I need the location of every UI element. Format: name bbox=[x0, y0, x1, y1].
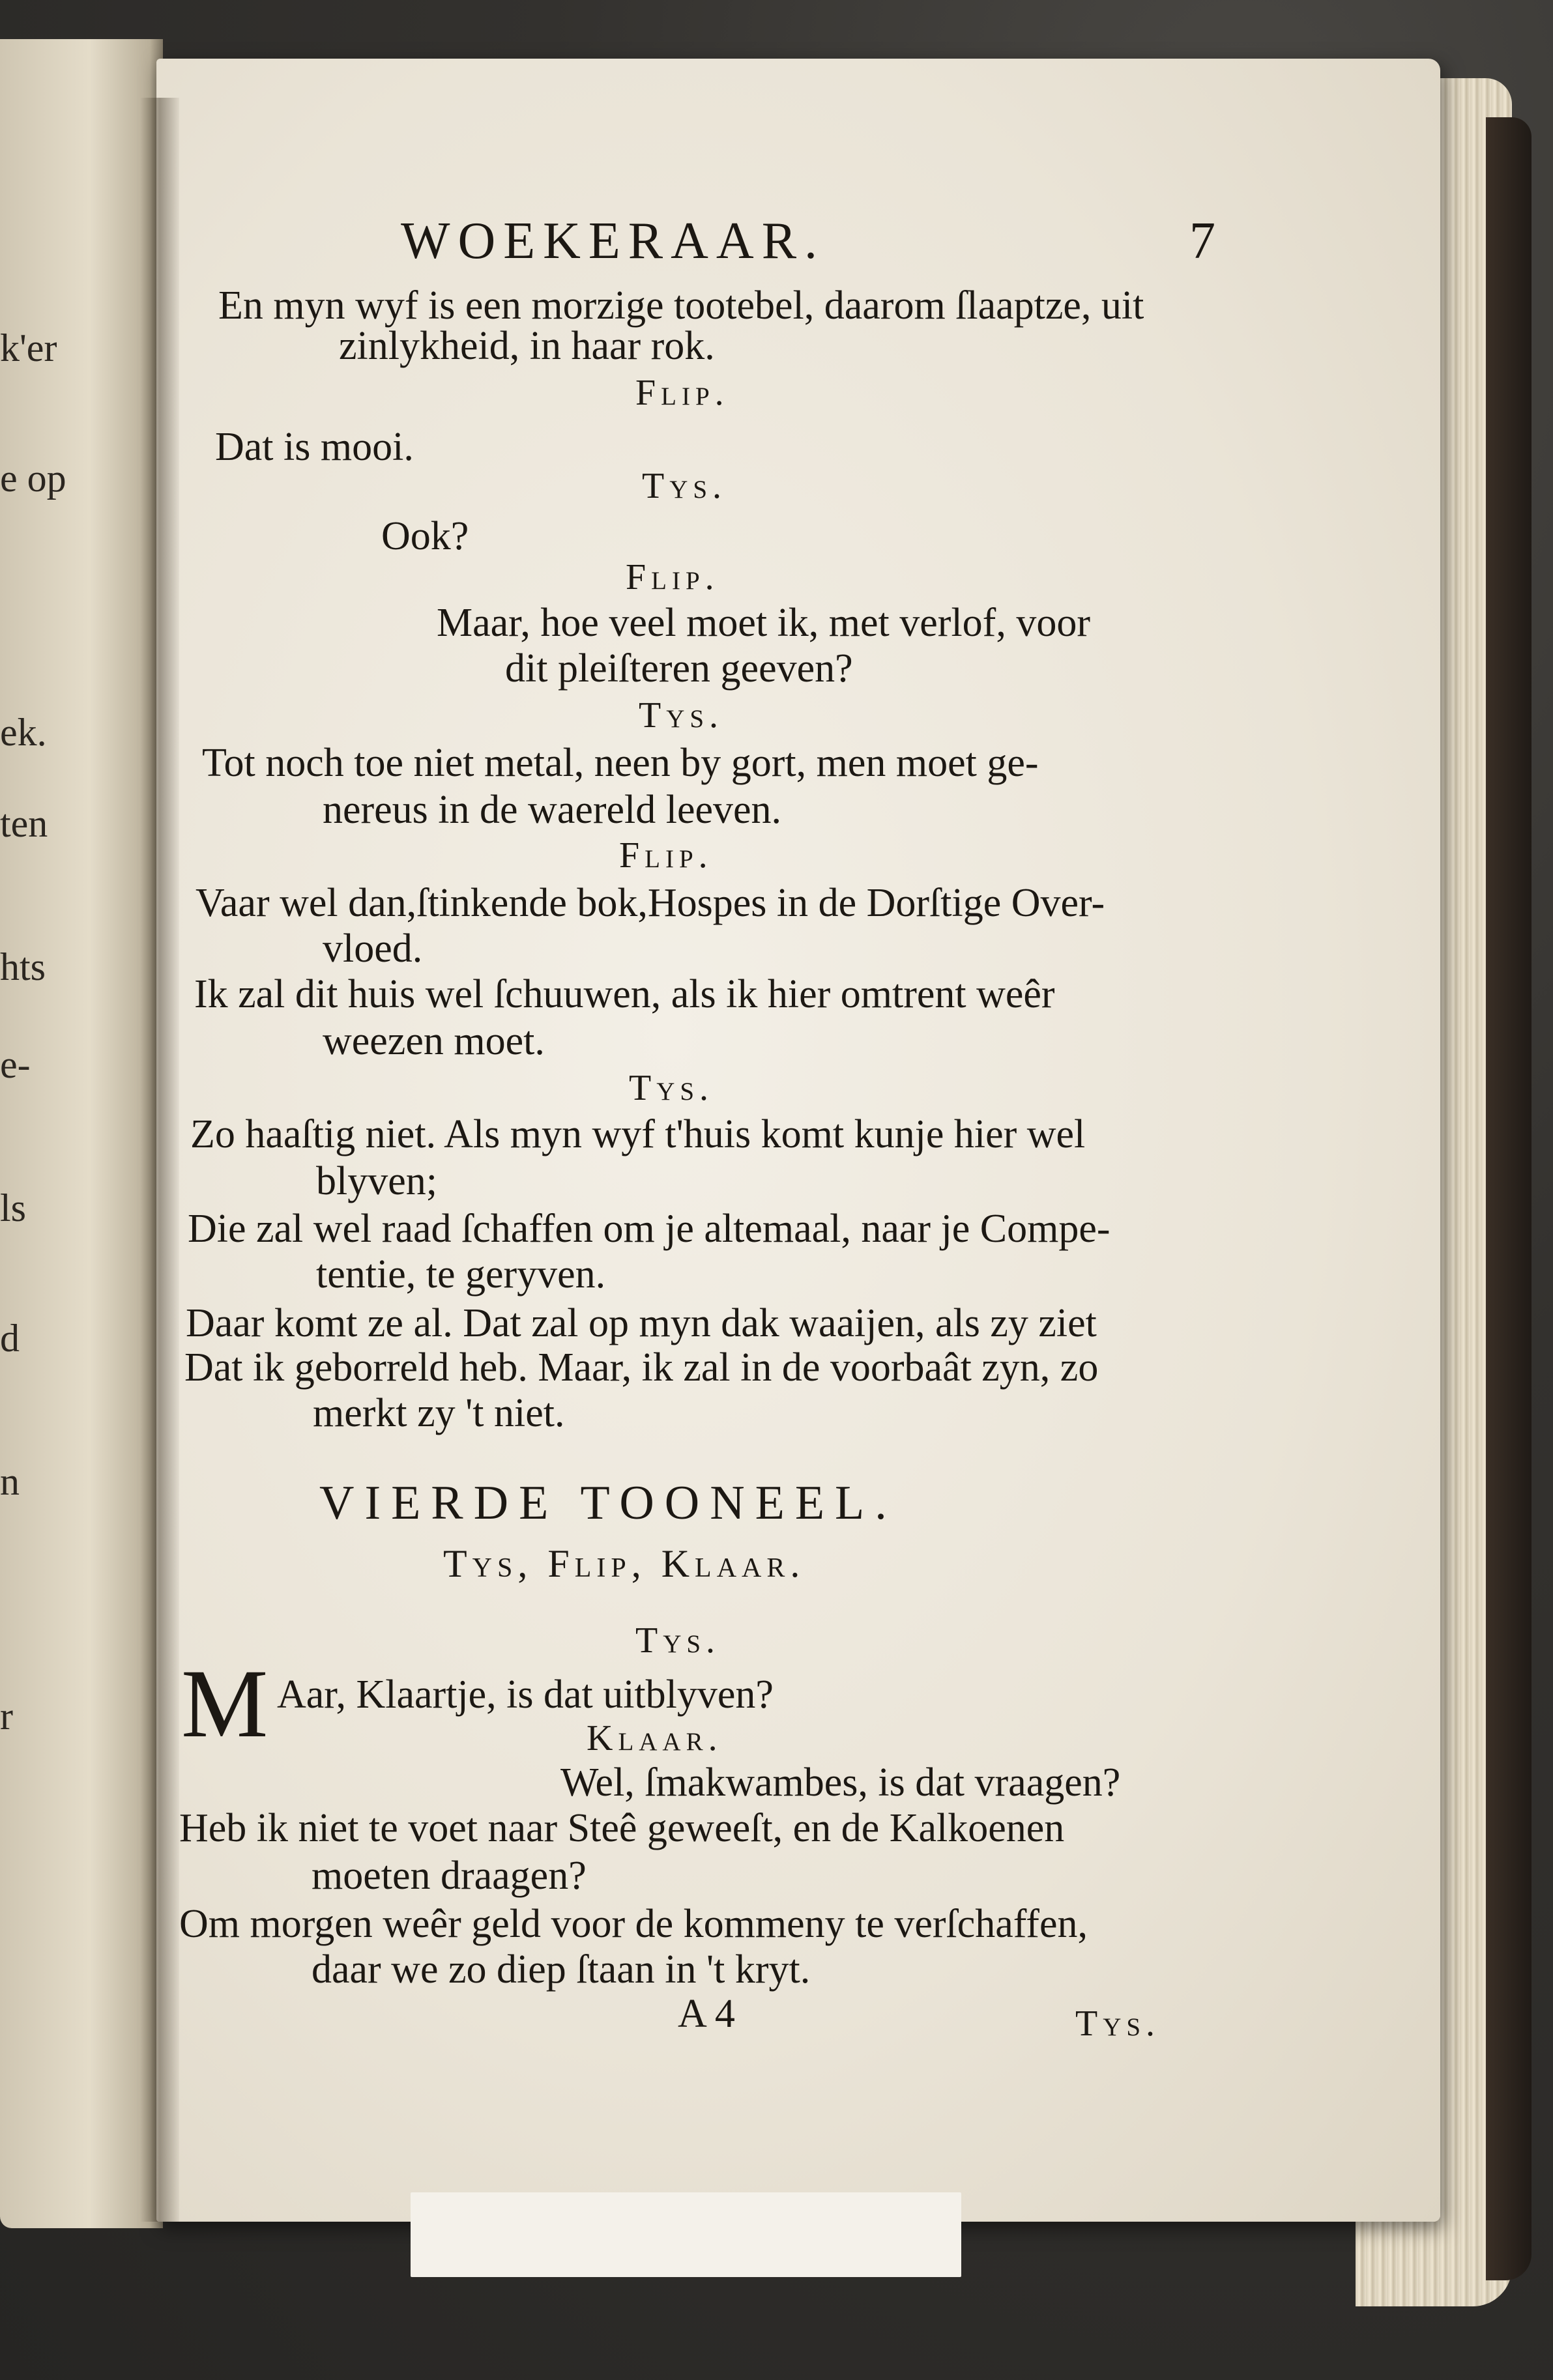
text-line: dit pleiſteren geeven? bbox=[505, 646, 853, 691]
text-line: Ook? bbox=[381, 514, 469, 558]
speaker-label: Flip. bbox=[635, 373, 729, 413]
text-line: merkt zy 't niet. bbox=[313, 1391, 565, 1435]
text-line: Zo haaſtig niet. Als myn wyf t'huis komt kunje hier wel bbox=[190, 1112, 1086, 1156]
left-page-fragment: e op bbox=[0, 457, 66, 500]
left-page-fragment: ten bbox=[0, 802, 48, 845]
text-line: zinlykheid, in haar rok. bbox=[339, 324, 715, 368]
speaker-label: Tys. bbox=[642, 466, 727, 506]
text-line: Daar komt ze al. Dat zal op myn dak waaijen, als zy ziet bbox=[186, 1301, 1097, 1345]
speaker-label: Tys. bbox=[639, 695, 724, 736]
text-line: Wel, ſmakwambes, is dat vraagen? bbox=[560, 1760, 1121, 1805]
text-line: Om morgen weêr geld voor de kommeny te verſchaffen, bbox=[179, 1902, 1088, 1946]
left-page-fragment: n bbox=[0, 1460, 20, 1503]
scene-characters: Tys, Flip, Klaar. bbox=[443, 1542, 806, 1585]
left-page-fragment: r bbox=[0, 1695, 13, 1738]
text-line: nereus in de waereld leeven. bbox=[323, 788, 782, 832]
page-number: 7 bbox=[1189, 212, 1215, 270]
left-page-fragment: ls bbox=[0, 1186, 27, 1229]
scene-title: VIERDE TOONEEL. bbox=[319, 1476, 897, 1530]
paper-label bbox=[411, 2192, 961, 2277]
text-line: Dat is mooi. bbox=[215, 425, 414, 469]
text-line: En myn wyf is een morzige tootebel, daarom ſlaaptze, uit bbox=[218, 283, 1144, 328]
left-page-fragment: hts bbox=[0, 945, 46, 988]
text-line: tentie, te geryven. bbox=[316, 1252, 606, 1297]
left-page-fragment: e- bbox=[0, 1043, 31, 1086]
text-line: weezen moet. bbox=[323, 1019, 545, 1063]
speaker-label: Tys. bbox=[635, 1620, 721, 1661]
left-page-fragment: d bbox=[0, 1317, 20, 1360]
speaker-label: Klaar. bbox=[587, 1718, 723, 1758]
text-line: moeten draagen? bbox=[312, 1854, 587, 1898]
left-page-fragment: k'er bbox=[0, 326, 57, 369]
text-line: Vaar wel dan,ſtinkende bok,Hospes in de Dorſtige Over- bbox=[196, 881, 1105, 925]
speaker-label: Flip. bbox=[626, 557, 719, 597]
text-line: blyven; bbox=[316, 1159, 437, 1203]
text-line: Die zal wel raad ſchaffen om je altemaal, naar je Compe- bbox=[188, 1207, 1110, 1251]
text-line: Aar, Klaartje, is dat uitblyven? bbox=[277, 1672, 774, 1717]
text-line: Heb ik niet te voet naar Steê geweeſt, en de Kalkoenen bbox=[179, 1806, 1065, 1850]
book-cover-edge bbox=[1486, 117, 1531, 2280]
catchword: Tys. bbox=[1075, 2003, 1161, 2044]
speaker-label: Tys. bbox=[629, 1068, 714, 1108]
text-line: Maar, hoe veel moet ik, met verlof, voor bbox=[437, 601, 1090, 645]
drop-cap: M bbox=[181, 1650, 269, 1758]
left-page bbox=[0, 39, 163, 2228]
text-line: daar we zo diep ſtaan in 't kryt. bbox=[312, 1947, 811, 1992]
text-line: Dat ik geborreld heb. Maar, ik zal in de voorbaât zyn, zo bbox=[184, 1345, 1099, 1390]
text-line: Ik zal dit huis wel ſchuuwen, als ik hier omtrent weêr bbox=[194, 972, 1055, 1016]
text-line: Tot noch toe niet metal, neen by gort, men moet ge- bbox=[202, 741, 1039, 785]
text-line: vloed. bbox=[323, 926, 423, 971]
speaker-label: Flip. bbox=[619, 835, 713, 876]
running-title: WOEKERAAR. bbox=[401, 212, 826, 270]
left-page-fragment: ek. bbox=[0, 711, 47, 754]
signature-mark: A 4 bbox=[678, 1992, 735, 2036]
binding-shadow bbox=[140, 98, 179, 2222]
